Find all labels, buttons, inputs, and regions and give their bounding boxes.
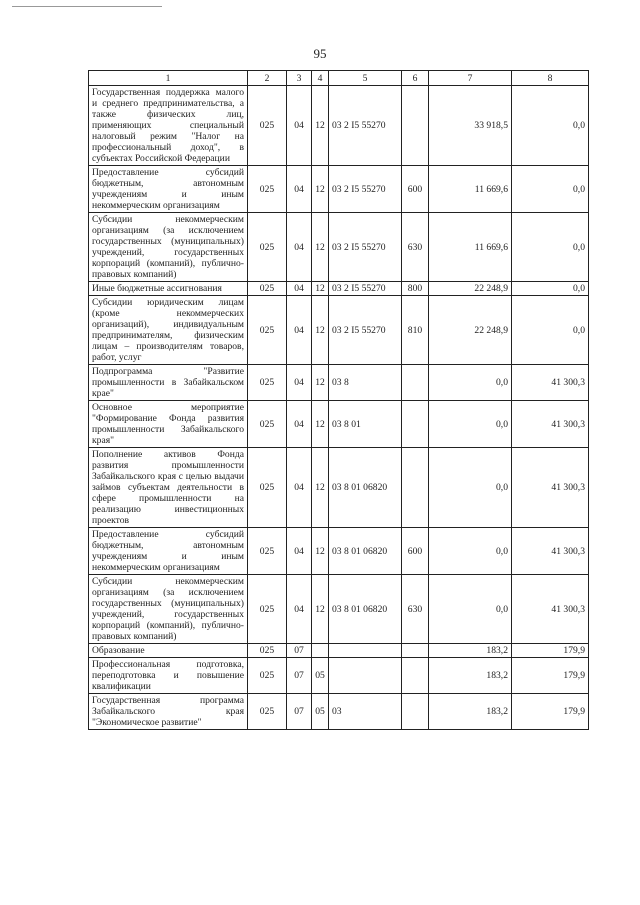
cell-column-6 [402, 401, 429, 448]
cell-column-3: 04 [287, 282, 312, 296]
table-row [89, 575, 589, 644]
cell-column-8: 41 300,3 [512, 448, 589, 528]
row-name: Государственная программа Забайкальского края "Экономическое развитие" [89, 694, 248, 730]
cell-column-8: 41 300,3 [512, 575, 589, 644]
cell-column-2: 025 [248, 401, 287, 448]
table-row [89, 694, 589, 730]
cell-column-3: 04 [287, 365, 312, 401]
cell-column-3: 04 [287, 213, 312, 282]
cell-column-5: 03 8 01 06820 [329, 575, 402, 644]
cell-column-2: 025 [248, 282, 287, 296]
row-name: Пополнение активов Фонда развития промышленности Забайкальского края с целью выдачи займов субъектам деятельности в сфере промышленности на реализацию инвестиционных проектов [89, 448, 248, 528]
cell-column-2: 025 [248, 166, 287, 213]
row-name: Образование [89, 644, 248, 658]
table-body [89, 86, 589, 730]
cell-column-6: 810 [402, 296, 429, 365]
cell-column-4: 05 [312, 694, 329, 730]
cell-column-8: 0,0 [512, 282, 589, 296]
cell-column-4: 12 [312, 166, 329, 213]
cell-column-4: 12 [312, 401, 329, 448]
cell-column-6 [402, 365, 429, 401]
column-header: 7 [429, 71, 512, 86]
cell-column-7: 11 669,6 [429, 166, 512, 213]
cell-column-4: 12 [312, 86, 329, 166]
cell-column-3: 04 [287, 528, 312, 575]
column-header: 6 [402, 71, 429, 86]
cell-column-8: 0,0 [512, 166, 589, 213]
cell-column-6 [402, 644, 429, 658]
cell-column-5: 03 2 I5 55270 [329, 166, 402, 213]
cell-column-5: 03 2 I5 55270 [329, 86, 402, 166]
cell-column-4: 12 [312, 448, 329, 528]
row-name: Субсидии некоммерческим организациям (за исключением государственных (муниципальных) учреждений, государственных корпораций (компаний), публично-правовых компаний) [89, 213, 248, 282]
table-row [89, 528, 589, 575]
cell-column-3: 04 [287, 448, 312, 528]
cell-column-6: 630 [402, 575, 429, 644]
table-row [89, 213, 589, 282]
cell-column-5: 03 8 [329, 365, 402, 401]
header-row [89, 71, 589, 86]
row-name: Субсидии некоммерческим организациям (за исключением государственных (муниципальных) учреждений, государственных корпораций (компаний), публично-правовых компаний) [89, 575, 248, 644]
cell-column-4: 12 [312, 528, 329, 575]
row-name: Профессиональная подготовка, переподготовка и повышение квалификации [89, 658, 248, 694]
cell-column-5: 03 8 01 06820 [329, 528, 402, 575]
cell-column-6 [402, 448, 429, 528]
cell-column-6 [402, 86, 429, 166]
cell-column-3: 04 [287, 401, 312, 448]
cell-column-7: 22 248,9 [429, 282, 512, 296]
cell-column-7: 183,2 [429, 694, 512, 730]
cell-column-7: 0,0 [429, 448, 512, 528]
table-row [89, 166, 589, 213]
cell-column-3: 07 [287, 644, 312, 658]
row-name: Государственная поддержка малого и среднего предпринимательства, а также физических лиц, применяющих специальный налоговый режим "Налог на профессиональный доход", в субъектах Российской Федерации [89, 86, 248, 166]
column-header: 5 [329, 71, 402, 86]
row-name: Предоставление субсидий бюджетным, автономным учреждениям и иным некоммерческим организациям [89, 528, 248, 575]
cell-column-8: 41 300,3 [512, 528, 589, 575]
cell-column-4: 12 [312, 575, 329, 644]
cell-column-4: 05 [312, 658, 329, 694]
table-row [89, 282, 589, 296]
cell-column-8: 41 300,3 [512, 365, 589, 401]
column-header: 3 [287, 71, 312, 86]
table-row [89, 365, 589, 401]
cell-column-2: 025 [248, 644, 287, 658]
cell-column-5: 03 2 I5 55270 [329, 296, 402, 365]
cell-column-8: 41 300,3 [512, 401, 589, 448]
cell-column-7: 183,2 [429, 658, 512, 694]
cell-column-2: 025 [248, 448, 287, 528]
cell-column-8: 179,9 [512, 694, 589, 730]
row-name: Иные бюджетные ассигнования [89, 282, 248, 296]
cell-column-2: 025 [248, 86, 287, 166]
cell-column-2: 025 [248, 528, 287, 575]
column-header: 2 [248, 71, 287, 86]
cell-column-2: 025 [248, 658, 287, 694]
row-name: Подпрограмма "Развитие промышленности в Забайкальском крае" [89, 365, 248, 401]
cell-column-4: 12 [312, 365, 329, 401]
column-header: 8 [512, 71, 589, 86]
cell-column-5: 03 8 01 [329, 401, 402, 448]
cell-column-7: 183,2 [429, 644, 512, 658]
cell-column-3: 07 [287, 694, 312, 730]
cell-column-8: 0,0 [512, 86, 589, 166]
cell-column-3: 07 [287, 658, 312, 694]
page-number: 95 [313, 46, 327, 61]
cell-column-4: 12 [312, 213, 329, 282]
cell-column-8: 179,9 [512, 644, 589, 658]
cell-column-8: 0,0 [512, 213, 589, 282]
table-row [89, 448, 589, 528]
cell-column-8: 179,9 [512, 658, 589, 694]
table-row [89, 644, 589, 658]
cell-column-5: 03 8 01 06820 [329, 448, 402, 528]
cell-column-7: 22 248,9 [429, 296, 512, 365]
cell-column-5 [329, 644, 402, 658]
row-name: Предоставление субсидий бюджетным, автономным учреждениям и иным некоммерческим организациям [89, 166, 248, 213]
column-header: 1 [89, 71, 248, 86]
row-name: Основное мероприятие "Формирование Фонда развития промышленности Забайкальского края" [89, 401, 248, 448]
table-row [89, 86, 589, 166]
cell-column-2: 025 [248, 694, 287, 730]
cell-column-2: 025 [248, 213, 287, 282]
scan-artifact-line [12, 6, 162, 7]
cell-column-3: 04 [287, 296, 312, 365]
cell-column-3: 04 [287, 166, 312, 213]
cell-column-5: 03 2 I5 55270 [329, 282, 402, 296]
cell-column-2: 025 [248, 365, 287, 401]
cell-column-6: 600 [402, 528, 429, 575]
cell-column-2: 025 [248, 296, 287, 365]
cell-column-6: 630 [402, 213, 429, 282]
cell-column-4: 12 [312, 282, 329, 296]
column-header: 4 [312, 71, 329, 86]
cell-column-6 [402, 658, 429, 694]
cell-column-7: 11 669,6 [429, 213, 512, 282]
cell-column-7: 0,0 [429, 528, 512, 575]
cell-column-6: 800 [402, 282, 429, 296]
cell-column-5: 03 2 I5 55270 [329, 213, 402, 282]
table-row [89, 401, 589, 448]
budget-table [88, 70, 589, 730]
cell-column-7: 0,0 [429, 575, 512, 644]
cell-column-6: 600 [402, 166, 429, 213]
cell-column-4: 12 [312, 296, 329, 365]
cell-column-7: 0,0 [429, 401, 512, 448]
cell-column-4 [312, 644, 329, 658]
cell-column-3: 04 [287, 575, 312, 644]
cell-column-8: 0,0 [512, 296, 589, 365]
cell-column-7: 0,0 [429, 365, 512, 401]
row-name: Субсидии юридическим лицам (кроме некоммерческих организаций), индивидуальным предпринимателям, физическим лицам – производителям товаров, работ, услуг [89, 296, 248, 365]
table-row [89, 658, 589, 694]
cell-column-7: 33 918,5 [429, 86, 512, 166]
cell-column-5 [329, 658, 402, 694]
cell-column-3: 04 [287, 86, 312, 166]
cell-column-5: 03 [329, 694, 402, 730]
cell-column-2: 025 [248, 575, 287, 644]
cell-column-6 [402, 694, 429, 730]
table-row [89, 296, 589, 365]
